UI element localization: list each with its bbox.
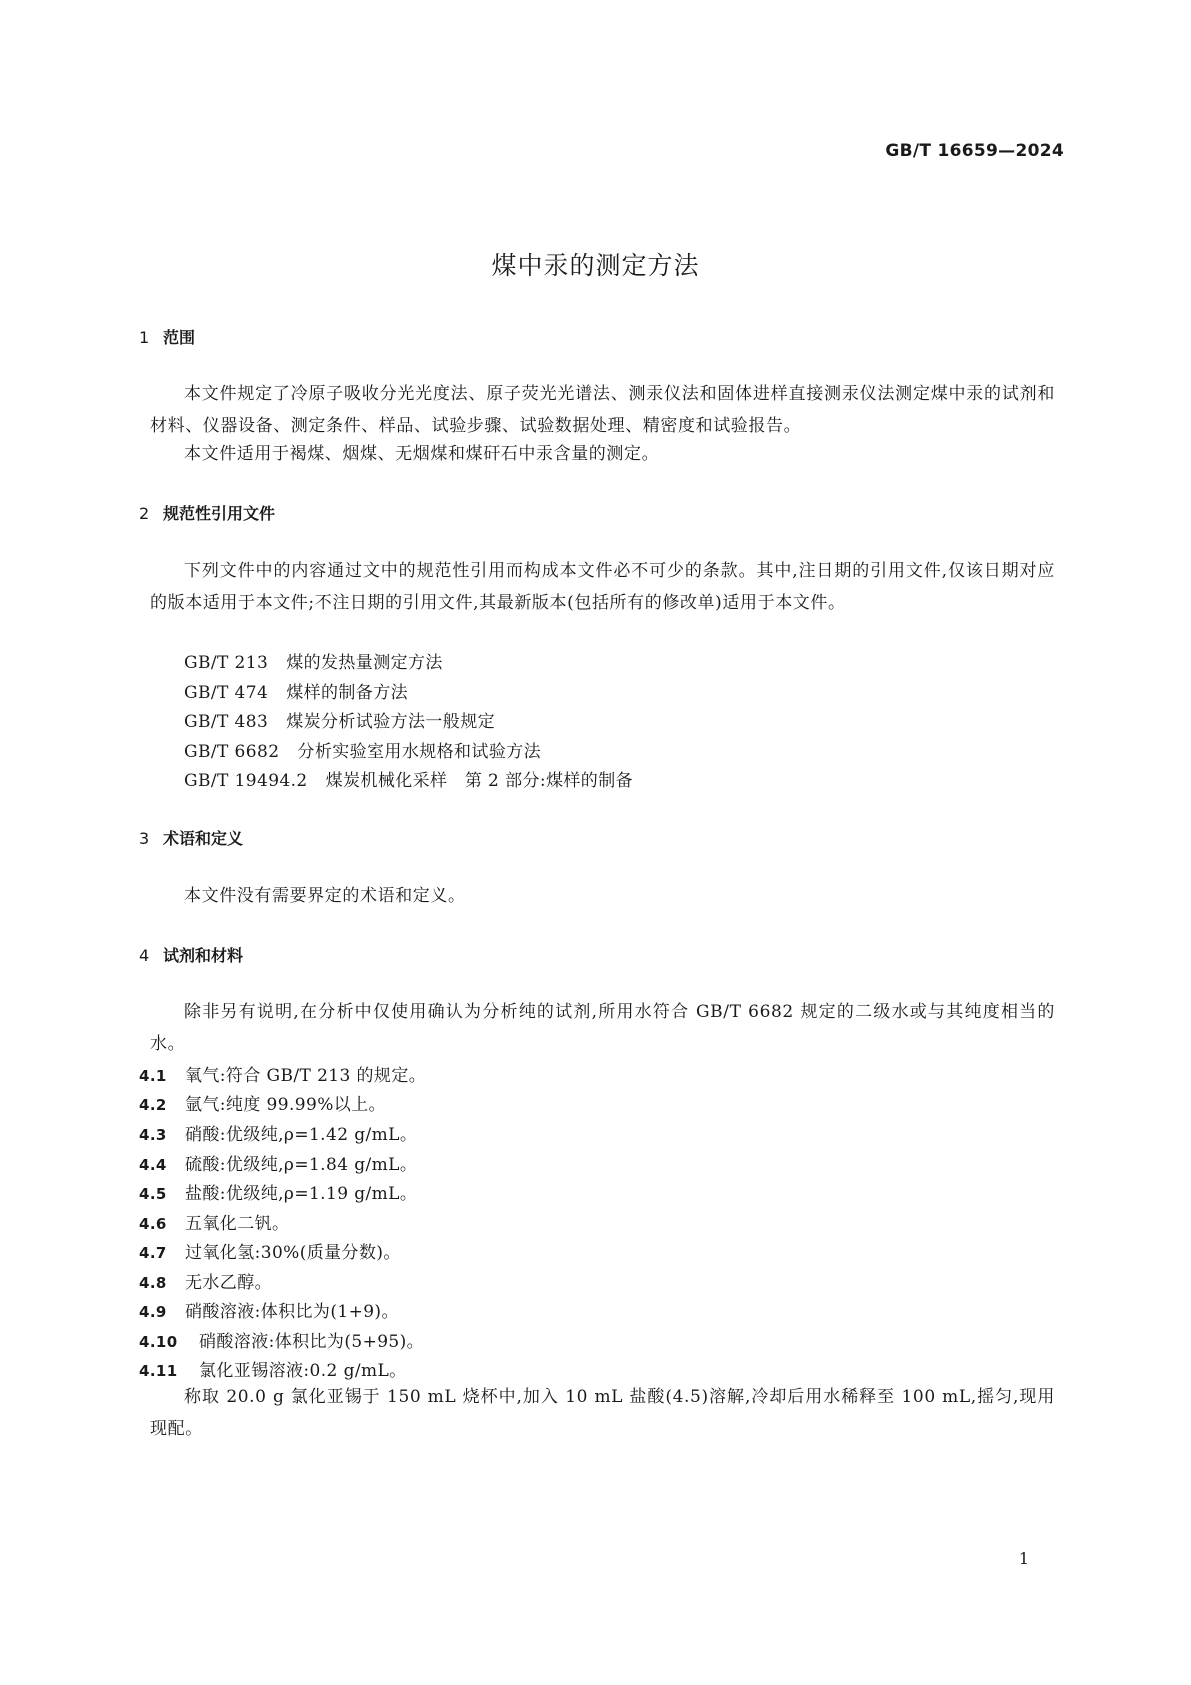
reference-title: 分析实验室用水规格和试验方法 — [297, 742, 542, 762]
section-title: 术语和定义 — [163, 829, 244, 848]
section-3-paragraph-1: 本文件没有需要界定的术语和定义。 — [184, 886, 466, 906]
item-text: 氧气:符合 GB/T 213 的规定。 — [185, 1066, 427, 1086]
section-title: 规范性引用文件 — [163, 504, 276, 523]
reagent-item — [139, 1297, 399, 1322]
reagent-item — [139, 1209, 289, 1234]
section-number: 3 — [139, 829, 150, 848]
section-title: 范围 — [163, 328, 196, 347]
item-text: 硝酸:优级纯,ρ=1.42 g/mL。 — [185, 1125, 418, 1145]
reference-item — [184, 766, 633, 791]
reference-title: 煤样的制备方法 — [286, 683, 409, 703]
reference-item — [184, 737, 541, 762]
reagent-item — [139, 1238, 401, 1263]
item-text: 硝酸溶液:体积比为(5+95)。 — [199, 1332, 425, 1352]
item-text: 盐酸:优级纯,ρ=1.19 g/mL。 — [185, 1184, 418, 1204]
reference-title: 煤炭分析试验方法一般规定 — [286, 712, 496, 732]
reagent-item — [139, 1327, 424, 1352]
reference-title: 煤炭机械化采样 第 2 部分:煤样的制备 — [325, 771, 634, 791]
section-title: 试剂和材料 — [163, 946, 244, 965]
reference-item — [184, 707, 495, 732]
item-number: 4.5 — [139, 1185, 167, 1203]
item-number: 4.4 — [139, 1156, 167, 1174]
section-1-paragraph-2: 本文件适用于褐煤、烟煤、无烟煤和煤矸石中汞含量的测定。 — [184, 444, 660, 464]
reagent-item — [139, 1356, 407, 1381]
reference-item — [184, 648, 443, 673]
item-number: 4.11 — [139, 1362, 178, 1380]
page-number: 1 — [1018, 1549, 1029, 1568]
section-number: 2 — [139, 504, 150, 523]
section-number: 4 — [139, 946, 150, 965]
item-text: 无水乙醇。 — [185, 1273, 272, 1293]
document-title: 煤中汞的测定方法 — [491, 251, 700, 280]
item-text: 五氧化二钒。 — [185, 1214, 290, 1234]
reagent-item — [139, 1268, 272, 1293]
reagent-item — [139, 1150, 417, 1175]
section-4-paragraph-1: 除非另有说明,在分析中仅使用确认为分析纯的试剂,所用水符合 GB/T 6682 规定的二级水或与其纯度相当的水。 — [150, 1002, 1055, 1054]
reference-code: GB/T 19494.2 — [184, 771, 308, 791]
item-number: 4.8 — [139, 1274, 167, 1292]
reagent-item — [139, 1179, 417, 1204]
reference-item — [184, 678, 408, 703]
reagent-item — [139, 1061, 426, 1086]
item-text: 氩气:纯度 99.99%以上。 — [185, 1095, 386, 1115]
reference-code: GB/T 483 — [184, 712, 269, 732]
item-number: 4.3 — [139, 1126, 167, 1144]
section-4-heading — [139, 943, 243, 966]
reference-title: 煤的发热量测定方法 — [286, 653, 443, 673]
standard-code: GB/T 16659—2024 — [885, 141, 1064, 161]
reference-code: GB/T 474 — [184, 683, 269, 703]
item-number: 4.6 — [139, 1215, 167, 1233]
section-1-paragraph-1: 本文件规定了冷原子吸收分光光度法、原子荧光光谱法、测汞仪法和固体进样直接测汞仪法测定煤中汞的试剂和材料、仪器设备、测定条件、样品、试验步骤、试验数据处理、精密度和试验报告。 — [150, 384, 1055, 436]
item-text: 氯化亚锡溶液:0.2 g/mL。 — [199, 1361, 407, 1381]
item-number: 4.1 — [139, 1067, 167, 1085]
section-2-heading — [139, 501, 275, 524]
reagent-item — [139, 1120, 417, 1145]
section-4-paragraph-2: 称取 20.0 g 氯化亚锡于 150 mL 烧杯中,加入 10 mL 盐酸(4.5)溶解,冷却后用水稀释至 100 mL,摇匀,现用现配。 — [150, 1387, 1055, 1439]
reference-code: GB/T 213 — [184, 653, 269, 673]
item-text: 硝酸溶液:体积比为(1+9)。 — [185, 1302, 399, 1322]
item-text: 过氧化氢:30%(质量分数)。 — [185, 1243, 401, 1263]
section-1-heading — [139, 325, 195, 348]
item-number: 4.2 — [139, 1096, 167, 1114]
section-2-paragraph-1: 下列文件中的内容通过文中的规范性引用而构成本文件必不可少的条款。其中,注日期的引用文件,仅该日期对应的版本适用于本文件;不注日期的引用文件,其最新版本(包括所有的修改单)适用于本文件。 — [150, 561, 1055, 613]
section-number: 1 — [139, 328, 150, 347]
reagent-item — [139, 1090, 386, 1115]
section-3-heading — [139, 826, 243, 849]
item-number: 4.9 — [139, 1303, 167, 1321]
item-number: 4.10 — [139, 1333, 178, 1351]
item-number: 4.7 — [139, 1244, 167, 1262]
item-text: 硫酸:优级纯,ρ=1.84 g/mL。 — [185, 1155, 418, 1175]
reference-code: GB/T 6682 — [184, 742, 280, 762]
